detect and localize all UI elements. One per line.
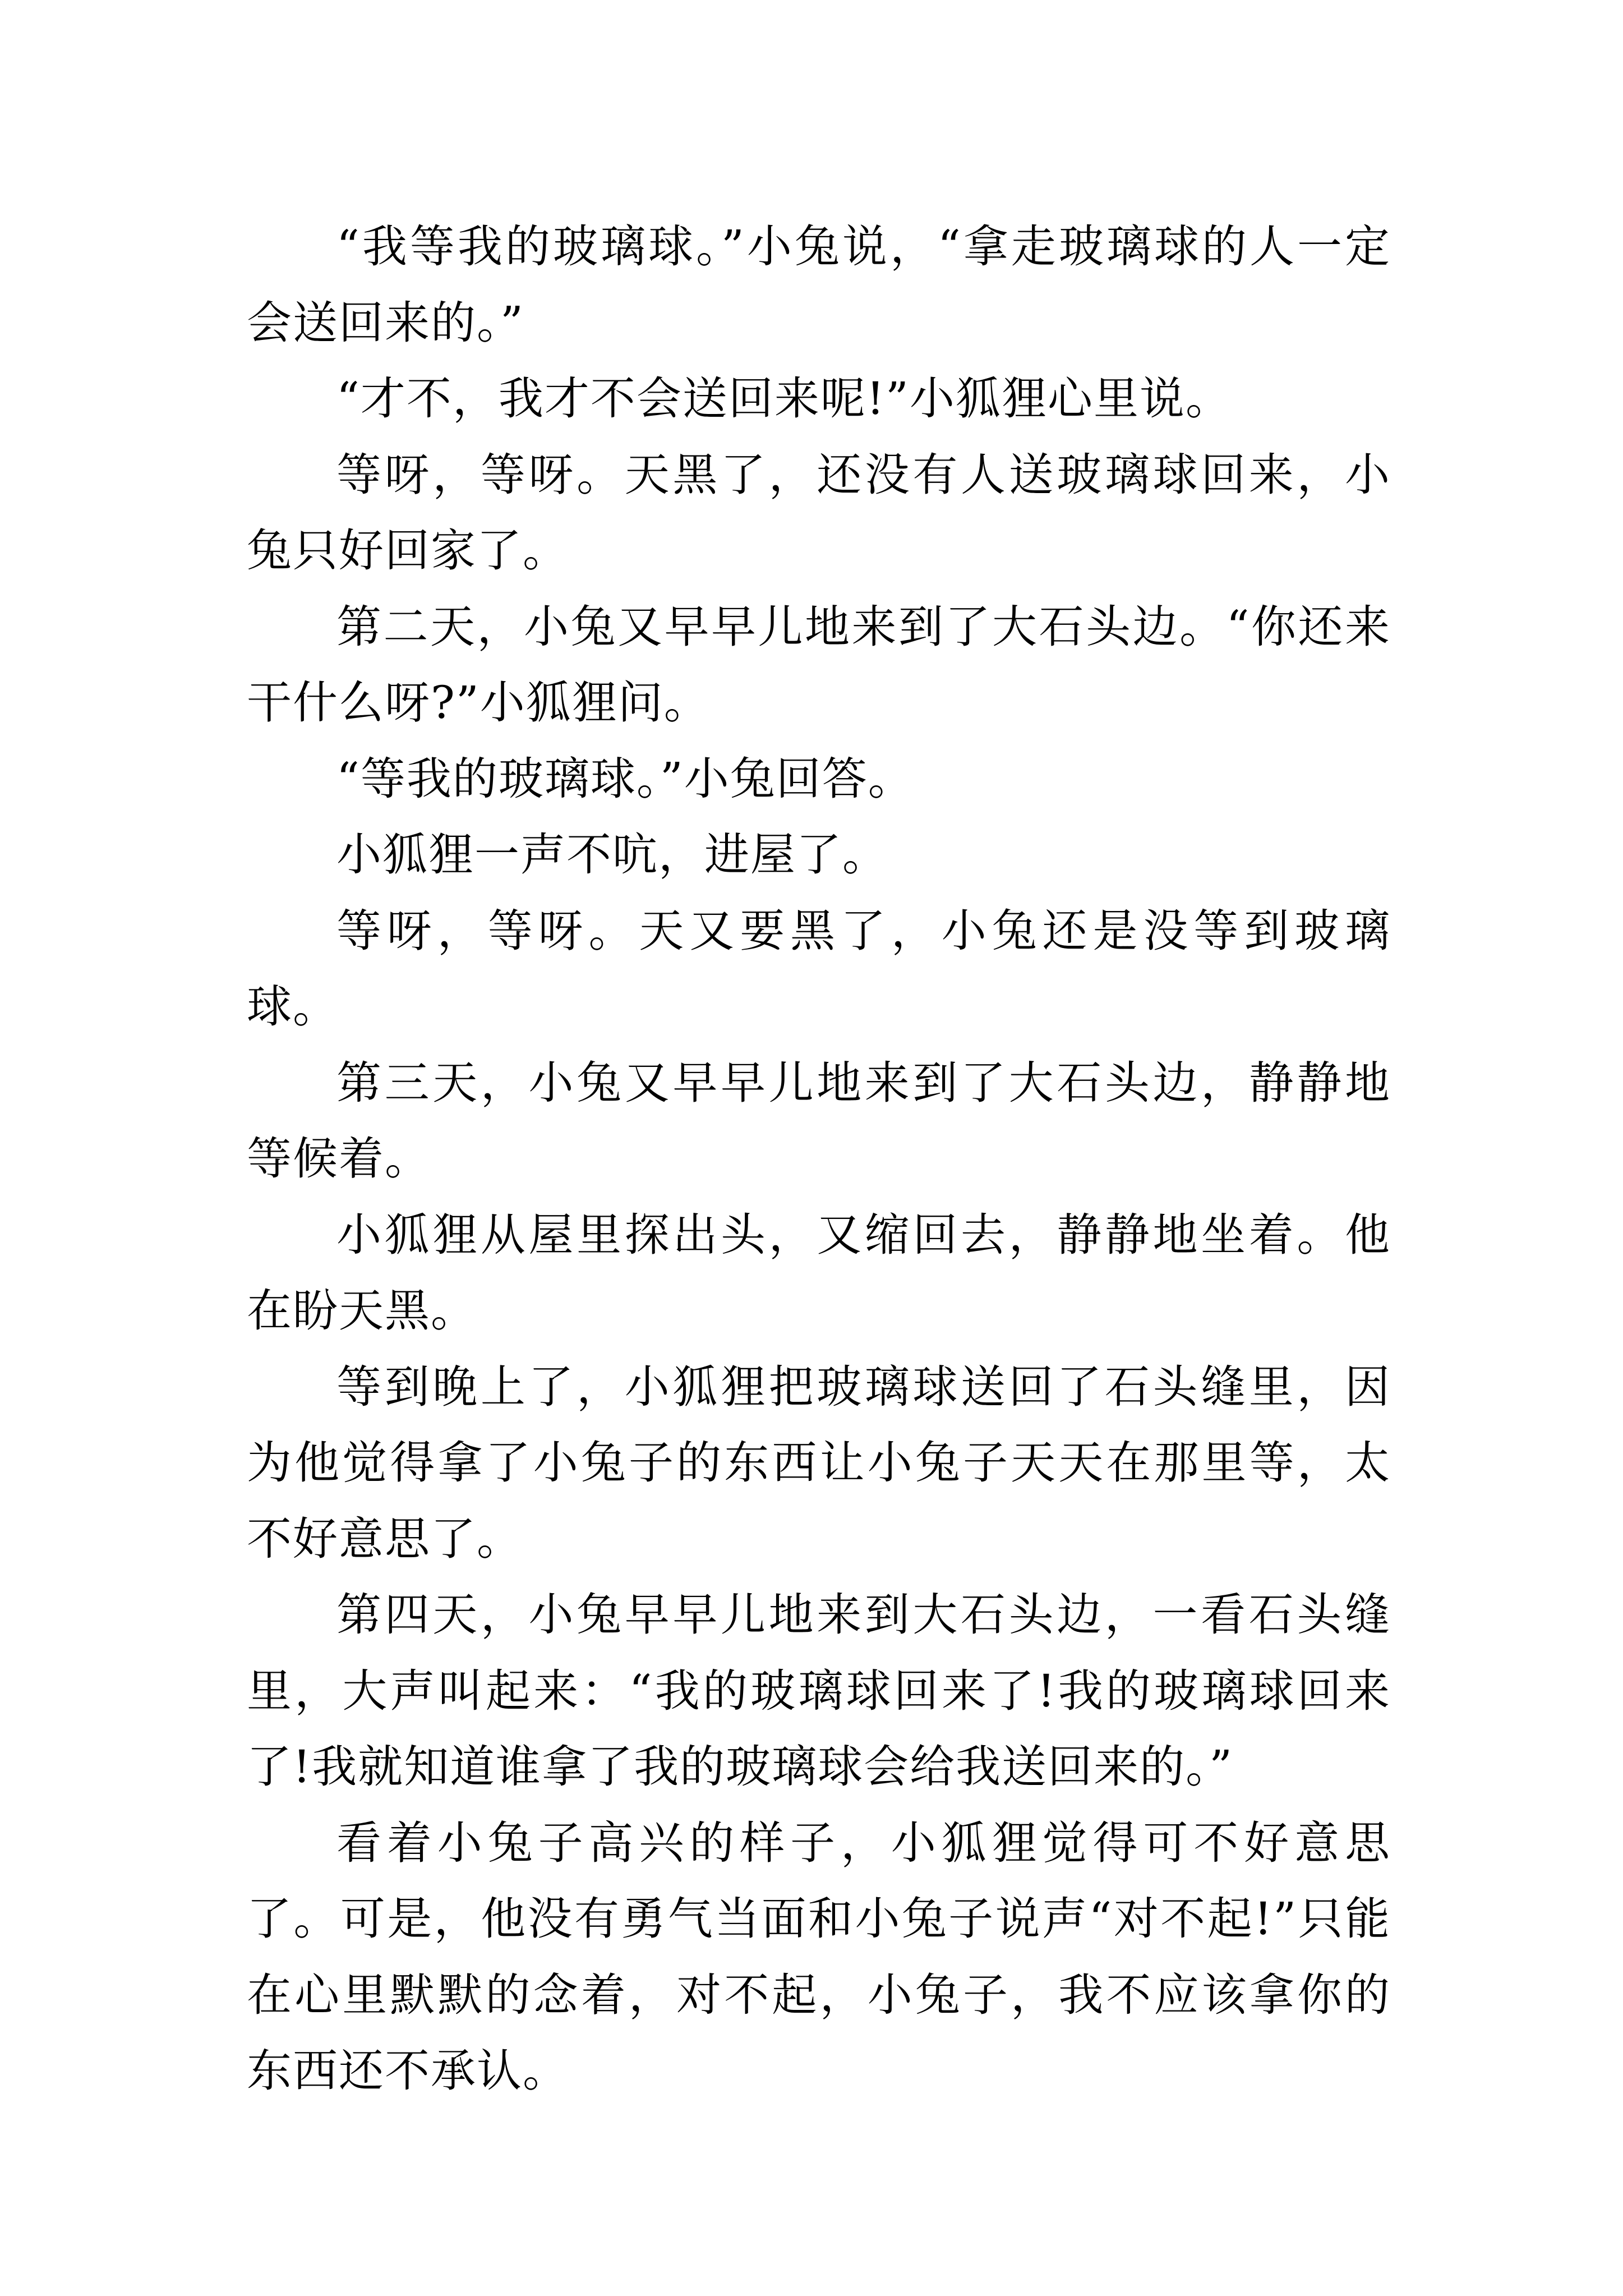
paragraph-11: 第四天，小兔早早儿地来到大石头边，一看石头缝里，大声叫起来：“我的玻璃球回来了!我的玻璃球回来了!我就知道谁拿了我的玻璃球会给我送回来的。” (247, 1589, 1391, 1793)
paragraph-12: 看着小兔子高兴的样子，小狐狸觉得可不好意思了。可是，他没有勇气当面和小兔子说声“对不起!”只能在心里默默的念着，对不起，小兔子，我不应该拿你的东西还不承认。 (247, 1816, 1391, 2097)
paragraph-4: 第二天，小兔又早早儿地来到了大石头边。“你还来干什么呀?”小狐狸问。 (247, 600, 1391, 729)
paragraph-2: “才不，我才不会送回来呢!”小狐狸心里说。 (336, 372, 1232, 425)
paragraph-5: “等我的玻璃球。”小兔回答。 (336, 752, 914, 805)
story-text (247, 209, 1391, 2109)
paragraph-1: “我等我的玻璃球。”小兔说，“拿走玻璃球的人一定会送回来的。” (247, 220, 1391, 349)
paragraph-10: 等到晚上了，小狐狸把玻璃球送回了石头缝里，因为他觉得拿了小兔子的东西让小兔子天天在那里等，太不好意思了。 (247, 1360, 1391, 1565)
paragraph-9: 小狐狸从屋里探出头，又缩回去，静静地坐着。他在盼天黑。 (247, 1208, 1391, 1337)
paragraph-8: 第三天，小兔又早早儿地来到了大石头边，静静地等候着。 (247, 1056, 1391, 1185)
paragraph-3: 等呀，等呀。天黑了，还没有人送玻璃球回来，小兔只好回家了。 (247, 448, 1391, 577)
paragraph-6: 小狐狸一声不吭，进屋了。 (336, 829, 888, 881)
paragraph-7: 等呀，等呀。天又要黑了，小兔还是没等到玻璃球。 (247, 904, 1391, 1033)
